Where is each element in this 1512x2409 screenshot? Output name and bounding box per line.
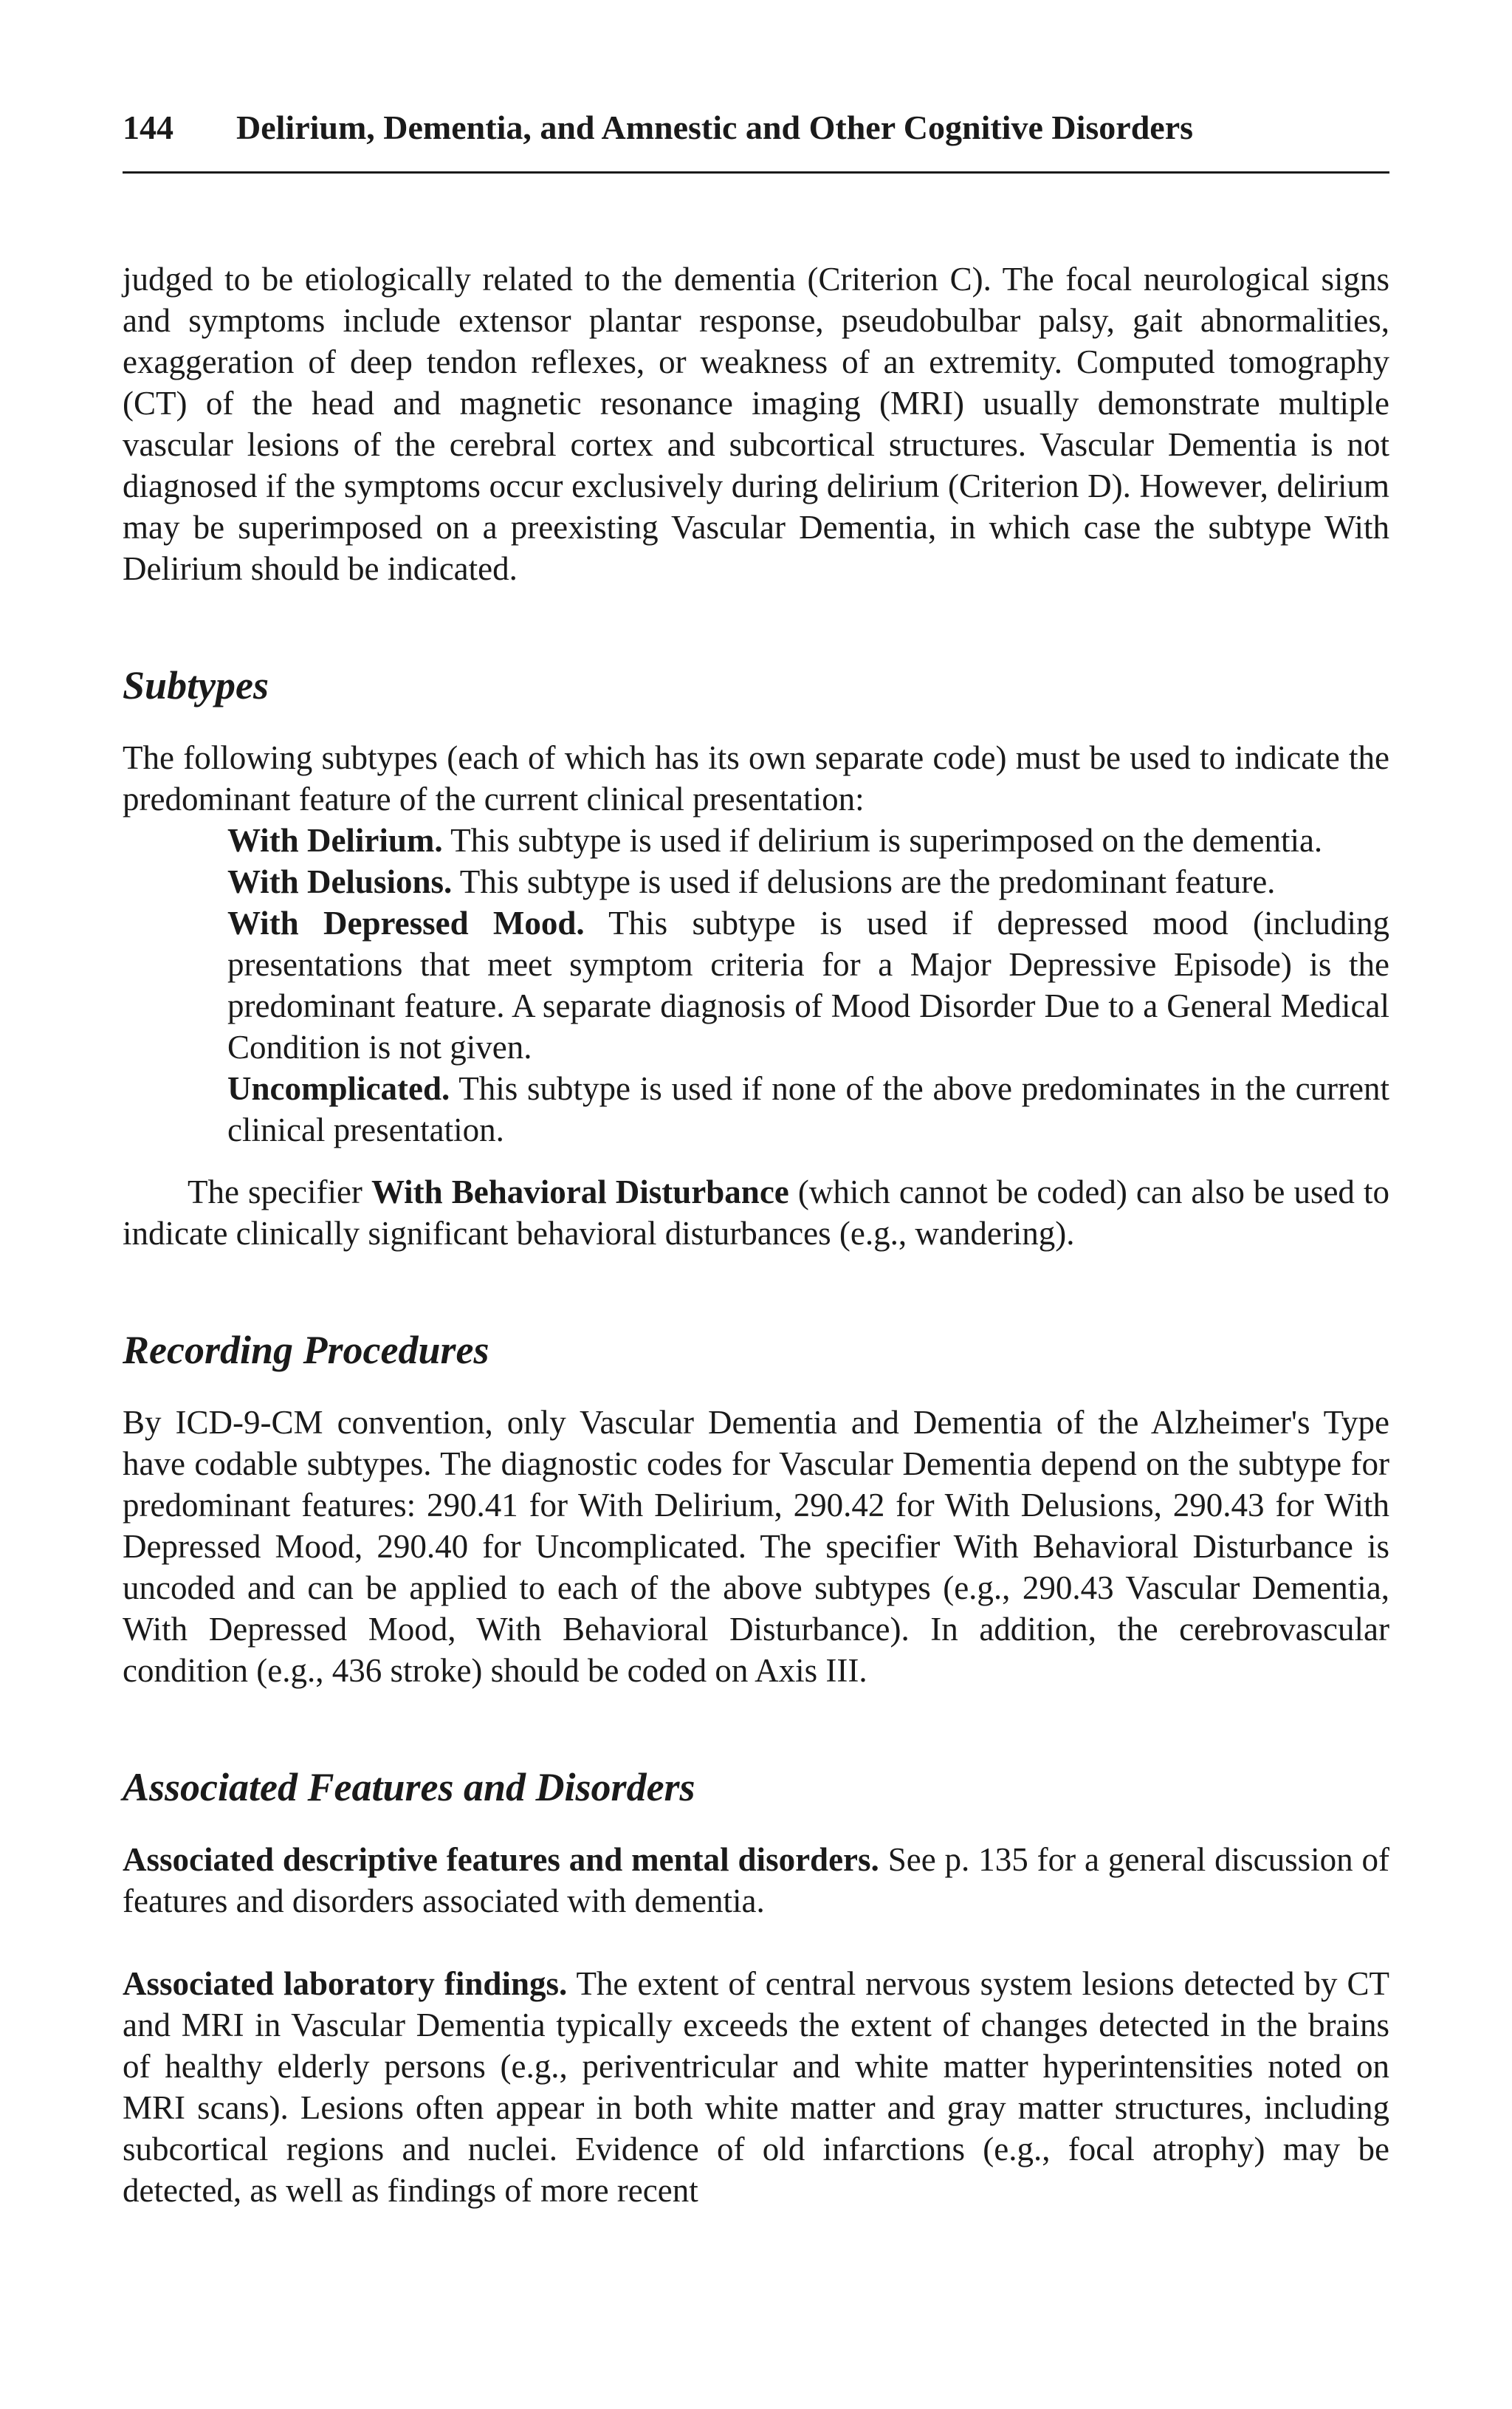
- subtype-item: [227, 1068, 1389, 1151]
- page-number: 144: [123, 109, 173, 146]
- subtypes-intro: The following subtypes (each of which has its own separate code) must be used to indicate the predominant feature of the current clinical presentation:: [123, 739, 1389, 818]
- lab-term: Associated laboratory findings.: [123, 1965, 568, 2002]
- body-text: [123, 258, 1389, 2211]
- header-rule: [123, 171, 1389, 174]
- subtype-list: [227, 820, 1389, 1151]
- chapter-title: Delirium, Dementia, and Amnestic and Other Cognitive Disorders: [236, 109, 1194, 146]
- descriptive-text: See p. 135 for a general discussion of features and disorders associated with dementia.: [123, 1841, 1390, 1919]
- subtype-item: [227, 902, 1389, 1068]
- lab-findings-paragraph: [123, 1963, 1389, 2211]
- specifier-text-after: (which cannot be coded) can also be used to indicate clinically significant behavioral disturbances (e.g., wandering).: [123, 1173, 1389, 1252]
- intro-paragraph: judged to be etiologically related to the dementia (Criterion C). The focal neurological signs and symptoms include extensor plantar response, pseudobulbar palsy, gait abnormalities, exaggeration of deep tendon reflexes, or weakness of an extremity. Computed tomography (CT) of the head and magnetic resonance imaging (MRI) usually demonstrate multiple vascular lesions of the cerebral cortex and subcortical structures. Vascular Dementia is not diagnosed if the symptoms occur exclusively during delirium (Criterion D). However, delirium may be superimposed on a preexisting Vascular Dementia, in which case the subtype With Delirium should be indicated.: [123, 261, 1389, 587]
- specifier-paragraph: [123, 1171, 1389, 1254]
- subtype-text: This subtype is used if none of the above predominates in the current clinical presentation.: [227, 1070, 1389, 1148]
- subtype-term: With Delusions.: [227, 863, 453, 900]
- subtype-item: [227, 861, 1389, 902]
- subtype-term: With Depressed Mood.: [227, 905, 585, 942]
- subtype-term: Uncomplicated.: [227, 1070, 450, 1107]
- running-head: [123, 111, 1389, 145]
- subtype-text: This subtype is used if delirium is superimposed on the dementia.: [442, 822, 1323, 859]
- specifier-term: With Behavioral Disturbance: [371, 1173, 789, 1210]
- lab-text: The extent of central nervous system lesions detected by CT and MRI in Vascular Dementia typically exceeds the extent of changes detected in the brains of healthy elderly persons (e.g., periventricular and white matter hyperintensities noted on MRI scans). Lesions often appear in both white matter and gray matter structures, including subcortical regions and nuclei. Evidence of old infarctions (e.g., focal atrophy) may be detected, as well as findings of more recent: [123, 1965, 1390, 2209]
- subtype-item: [227, 820, 1389, 861]
- specifier-text-before: The specifier: [188, 1173, 371, 1210]
- recording-paragraph: By ICD-9-CM convention, only Vascular Dementia and Dementia of the Alzheimer's Type have codable subtypes. The diagnostic codes for Vascular Dementia depend on the subtype for predominant features: 290.41 for With Delirium, 290.42 for With Delusions, 290.43 for With Depressed Mood, 290.40 for Uncomplicated. The specifier With Behavioral Disturbance is uncoded and can be applied to each of the above subtypes (e.g., 290.43 Vascular Dementia, With Depressed Mood, With Behavioral Disturbance). In addition, the cerebrovascular condition (e.g., 436 stroke) should be coded on Axis III.: [123, 1404, 1389, 1689]
- recording-heading: Recording Procedures: [123, 1328, 489, 1372]
- descriptive-term: Associated descriptive features and mental disorders.: [123, 1841, 879, 1878]
- subtype-text: This subtype is used if depressed mood (including presentations that meet symptom criteria for a Major Depressive Episode) is the predominant feature. A separate diagnosis of Mood Disorder Due to a General Medical Condition is not given.: [227, 905, 1390, 1066]
- subtype-term: With Delirium.: [227, 822, 443, 859]
- subtype-text: This subtype is used if delusions are the predominant feature.: [452, 863, 1276, 900]
- associated-heading: Associated Features and Disorders: [123, 1765, 695, 1809]
- descriptive-features-paragraph: [123, 1839, 1389, 1922]
- subtypes-heading: Subtypes: [123, 663, 269, 707]
